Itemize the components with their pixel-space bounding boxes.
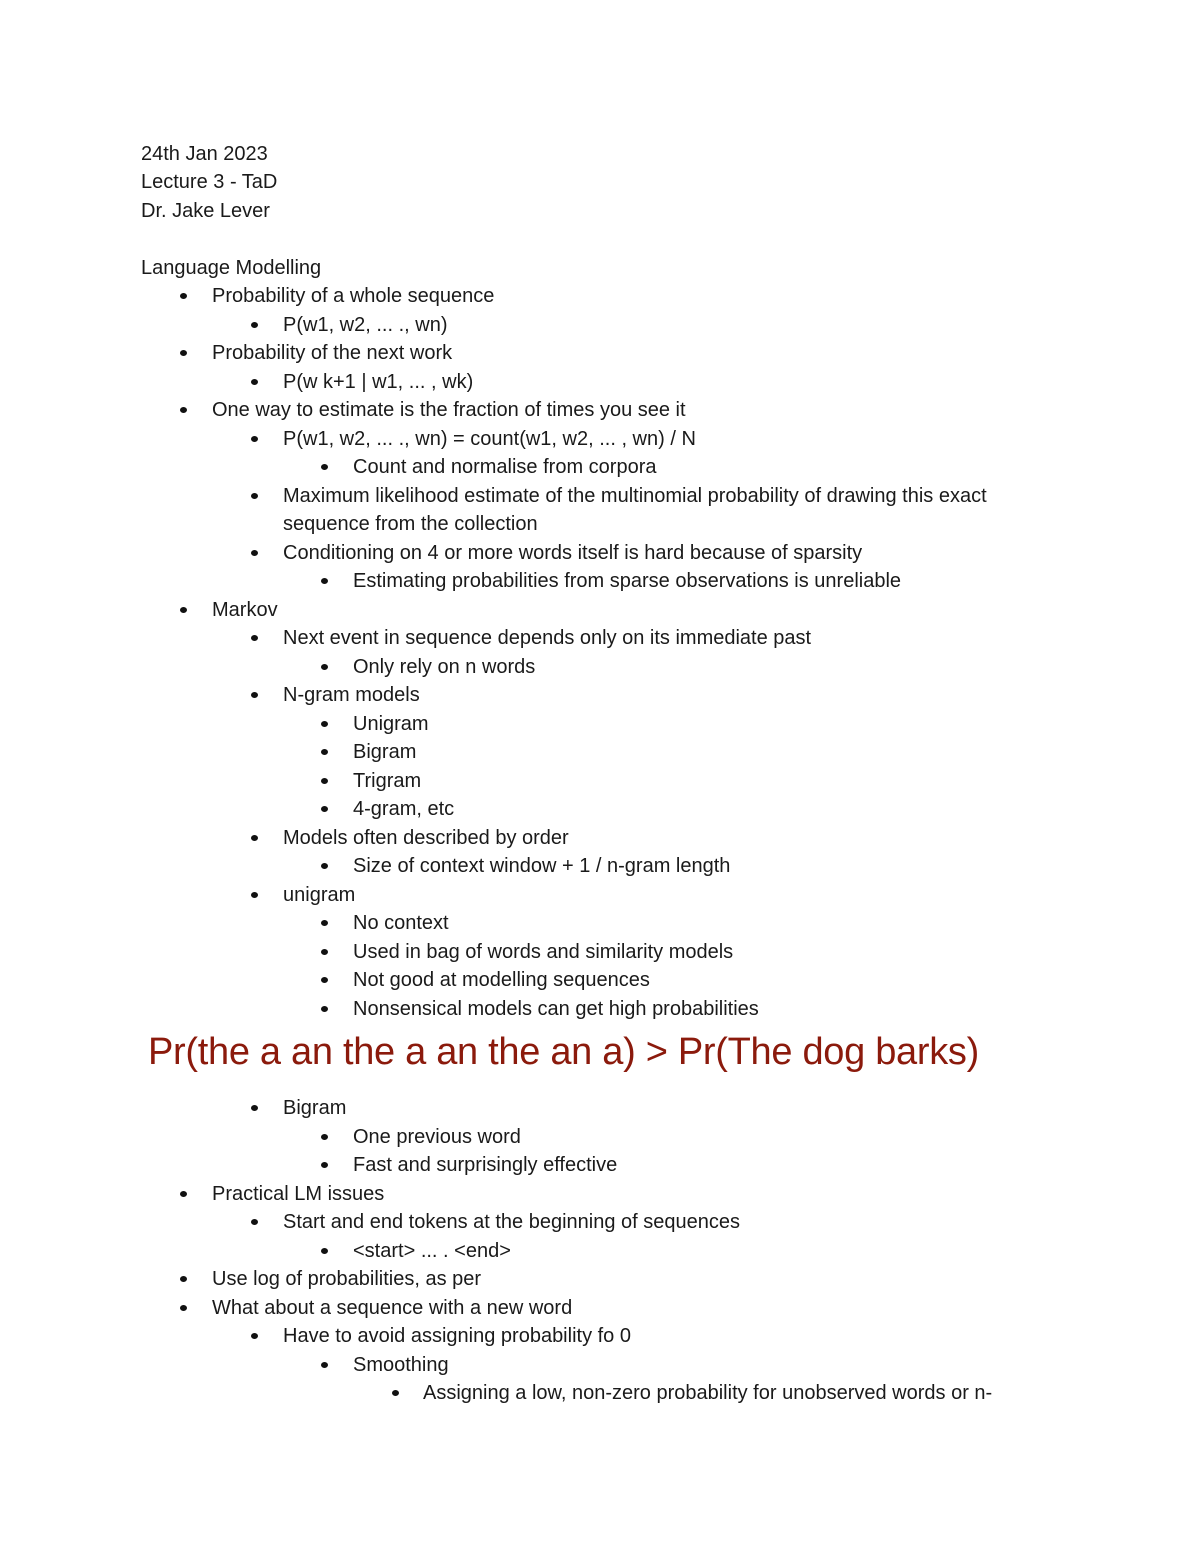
list-item-text: Unigram <box>353 713 429 735</box>
bullet-icon <box>251 892 258 898</box>
list-item-text: Next event in sequence depends only on its immediate past <box>283 627 812 649</box>
list-item-text: Use log of probabilities, as per <box>212 1268 482 1290</box>
bullet-icon <box>180 1276 187 1282</box>
bullet-icon <box>321 778 328 784</box>
list-item-text: N-gram models <box>283 684 420 706</box>
list-item-text: 4-gram, etc <box>353 798 455 820</box>
list-item-text: Bigram <box>283 1097 347 1119</box>
bullet-icon <box>251 635 258 641</box>
bullet-icon <box>180 1305 187 1311</box>
list-item-text: Smoothing <box>353 1354 449 1376</box>
lecturer-text: Dr. Jake Lever <box>141 200 270 222</box>
list-item-text: Only rely on n words <box>353 656 536 678</box>
list-item-text: P(w1, w2, ... ., wn) <box>283 314 448 336</box>
list-item-text: P(w k+1 | w1, ... , wk) <box>283 371 474 393</box>
list-item-text: Have to avoid assigning probability fo 0 <box>283 1325 631 1347</box>
list-item-text: Markov <box>212 599 278 621</box>
list-item-text: Practical LM issues <box>212 1183 385 1205</box>
bullet-icon <box>180 407 187 413</box>
bullet-icon <box>251 1219 258 1225</box>
list-item-text: Bigram <box>353 741 417 763</box>
list-item-text: Estimating probabilities from sparse observations is unreliable <box>353 570 902 592</box>
lecture-text: Lecture 3 - TaD <box>141 171 278 193</box>
list-item-text: <start> ... . <end> <box>353 1240 511 1262</box>
bullet-icon <box>180 1191 187 1197</box>
list-item-text: Probability of the next work <box>212 342 453 364</box>
list-item-text: sequence from the collection <box>283 513 538 535</box>
section-title: Language Modelling <box>141 257 322 279</box>
bullet-icon <box>321 806 328 812</box>
list-item-text: Models often described by order <box>283 827 569 849</box>
list-item-text: P(w1, w2, ... ., wn) = count(w1, w2, ... , wn) / N <box>283 428 696 450</box>
formula-figure: Pr(the a an the a an the an a) > Pr(The dog barks) <box>148 1031 979 1073</box>
bullet-icon <box>321 920 328 926</box>
list-item-text: Fast and surprisingly effective <box>353 1154 618 1176</box>
bullet-icon <box>321 863 328 869</box>
list-item-text: Conditioning on 4 or more words itself is hard because of sparsity <box>283 542 863 564</box>
list-item-text: What about a sequence with a new word <box>212 1297 573 1319</box>
date-text: 24th Jan 2023 <box>141 143 268 165</box>
list-item-text: One way to estimate is the fraction of times you see it <box>212 399 686 421</box>
list-item-text: unigram <box>283 884 356 906</box>
bullet-icon <box>321 1362 328 1368</box>
list-item-text: One previous word <box>353 1126 521 1148</box>
list-item-text: Maximum likelihood estimate of the multinomial probability of drawing this exact <box>283 485 987 507</box>
bullet-icon <box>392 1390 399 1396</box>
bullet-icon <box>321 464 328 470</box>
bullet-icon <box>321 977 328 983</box>
bullet-icon <box>251 1105 258 1111</box>
list-item-text: No context <box>353 912 449 934</box>
bullet-icon <box>321 1006 328 1012</box>
list-item-text: Nonsensical models can get high probabilities <box>353 998 759 1020</box>
list-item-text: Trigram <box>353 770 422 792</box>
bullet-icon <box>251 550 258 556</box>
bullet-icon <box>251 436 258 442</box>
bullet-icon <box>180 607 187 613</box>
bullet-icon <box>321 664 328 670</box>
list-item-text: Start and end tokens at the beginning of sequences <box>283 1211 741 1233</box>
bullet-icon <box>251 493 258 499</box>
bullet-icon <box>321 721 328 727</box>
bullet-icon <box>180 350 187 356</box>
bullet-icon <box>321 1162 328 1168</box>
bullet-icon <box>321 578 328 584</box>
list-item-text: Size of context window + 1 / n-gram length <box>353 855 731 877</box>
bullet-icon <box>180 293 187 299</box>
bullet-icon <box>251 322 258 328</box>
bullet-icon <box>321 949 328 955</box>
bullet-icon <box>321 749 328 755</box>
list-item-text: Count and normalise from corpora <box>353 456 657 478</box>
bullet-icon <box>251 1333 258 1339</box>
bullet-icon <box>251 835 258 841</box>
list-item-text: Probability of a whole sequence <box>212 285 495 307</box>
bullet-icon <box>251 379 258 385</box>
bullet-icon <box>321 1134 328 1140</box>
list-item-text: Assigning a low, non-zero probability for unobserved words or n- <box>423 1382 993 1404</box>
bullet-icon <box>251 692 258 698</box>
list-item-text: Used in bag of words and similarity models <box>353 941 734 963</box>
bullet-icon <box>321 1248 328 1254</box>
list-item-text: Not good at modelling sequences <box>353 969 650 991</box>
